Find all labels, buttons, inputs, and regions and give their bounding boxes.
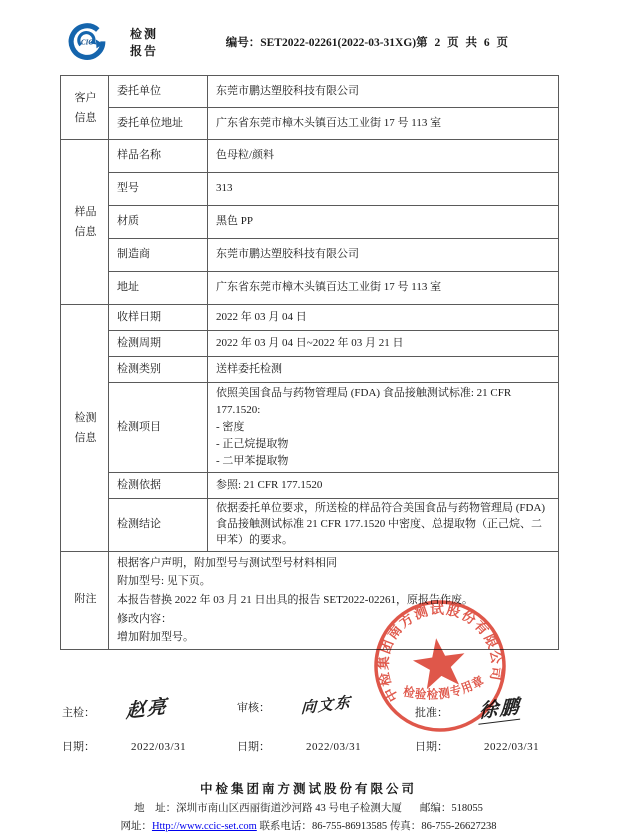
field-label: 地址 — [109, 272, 208, 305]
group-test-info: 检测 信息 — [61, 305, 109, 552]
field-value: 色母粒/颜料 — [208, 140, 559, 173]
seal-banner-text: 检验检测专用章 — [401, 672, 488, 702]
group-notes: 附注 — [61, 551, 109, 649]
field-label: 委托单位 — [109, 76, 208, 108]
approver-signature: 徐鹏 — [478, 691, 521, 725]
report-table — [60, 75, 559, 650]
field-label: 材质 — [109, 206, 208, 239]
field-value: 东莞市鹏达塑胶科技有限公司 — [208, 239, 559, 272]
field-label: 型号 — [109, 173, 208, 206]
group-customer-info: 客户 信息 — [61, 76, 109, 140]
website-link[interactable]: Http://www.ccic-set.com — [151, 821, 257, 832]
date-reviewer: 日期： 2022/03/31 — [237, 741, 362, 753]
field-value: 313 — [208, 173, 559, 206]
inspector-signature: 赵亮 — [125, 696, 169, 723]
cic-logo-icon — [68, 22, 106, 62]
reviewer-signature: 向文东 — [300, 694, 352, 718]
field-label: 检测项目 — [109, 383, 208, 473]
footer-address-line: 地 址：深圳市南山区西丽街道沙河路 43 号电子检测大厦 邮编：518055 — [134, 803, 483, 814]
field-value: 广东省东莞市樟木头镇百达工业街 17 号 113 室 — [208, 108, 559, 140]
report-footer — [0, 779, 617, 833]
group-sample-info: 样品 信息 — [61, 140, 109, 305]
date-approver: 日期： 2022/03/31 — [415, 741, 540, 753]
signature-block-reviewer — [237, 694, 409, 718]
field-value: 东莞市鹏达塑胶科技有限公司 — [208, 76, 559, 108]
field-value-conclusion: 依据委托单位要求，所送检的样品符合美国食品与药物管理局 (FDA) 食品接触测试标准 21 CFR 177.1520 中密度、总提取物（正己烷、二甲苯）的要求。 — [208, 499, 559, 552]
signature-block-inspector — [62, 694, 234, 721]
field-label: 检测周期 — [109, 331, 208, 357]
field-label: 制造商 — [109, 239, 208, 272]
reviewer-label: 审核： — [237, 702, 270, 715]
footer-contact-line: 网址：Http://www.ccic-set.com 联系电话：86-755-86913585 传真：86-755-26627238 — [120, 821, 497, 832]
report-header — [60, 20, 558, 64]
field-label: 样品名称 — [109, 140, 208, 173]
notes-content: 根据客户声明，附加型号与测试型号材料相同 附加型号: 见下页。 本报告替换 2022 年 03 月 21 日出具的报告 SET2022-02261，原报告作废。 修改内容： 增加附加型号。 — [109, 551, 559, 649]
field-value: 送样委托检测 — [208, 357, 559, 383]
svg-text:CIC: CIC — [81, 38, 93, 47]
footer-company-name: 中检集团南方测试股份有限公司 — [199, 782, 417, 796]
approver-label: 批准： — [415, 707, 448, 720]
field-label: 检测类别 — [109, 357, 208, 383]
field-value-test-items: 依照美国食品与药物管理局 (FDA) 食品接触测试标准: 21 CFR 177.1520: - 密度 - 正己烷提取物 - 二甲苯提取物 — [208, 383, 559, 473]
date-inspector: 日期： 2022/03/31 — [62, 741, 187, 753]
field-value: 参照: 21 CFR 177.1520 — [208, 473, 559, 499]
report-title: 检测报告 — [130, 27, 159, 58]
field-label: 检测依据 — [109, 473, 208, 499]
signature-block-approver — [415, 694, 560, 722]
field-label: 检测结论 — [109, 499, 208, 552]
field-value: 2022 年 03 月 04 日 — [208, 305, 559, 331]
field-value: 2022 年 03 月 04 日~2022 年 03 月 21 日 — [208, 331, 559, 357]
report-table-wrap — [60, 75, 558, 650]
report-number: 编号：SET2022-02261(2022-03-31XG) — [225, 37, 417, 49]
field-label: 委托单位地址 — [109, 108, 208, 140]
seal-ring-text: 中检集团南方测试股份有限公司 — [375, 601, 505, 705]
field-value: 黑色 PP — [208, 206, 559, 239]
field-value: 广东省东莞市樟木头镇百达工业街 17 号 113 室 — [208, 272, 559, 305]
field-label: 收样日期 — [109, 305, 208, 331]
page-indicator: 第 2 页 共 6 页 — [416, 37, 510, 49]
inspector-label: 主检： — [62, 707, 95, 720]
